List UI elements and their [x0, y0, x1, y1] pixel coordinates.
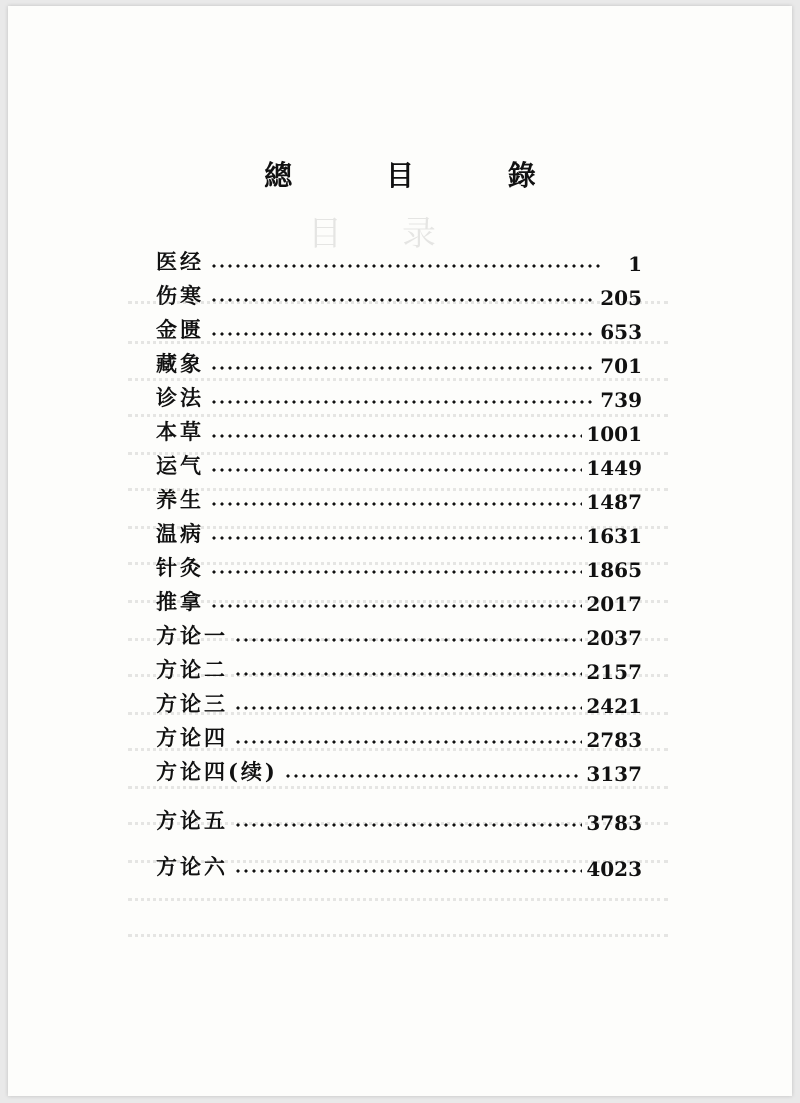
toc-entry-page: 1631	[586, 524, 642, 548]
dot-leader	[234, 671, 582, 677]
toc-entry-page: 2037	[586, 626, 642, 650]
dot-leader	[210, 297, 596, 303]
toc-entry-label: 养生	[156, 487, 204, 512]
dot-leader	[234, 868, 582, 874]
dot-leader	[210, 467, 582, 473]
toc-entry	[156, 480, 642, 514]
toc-entry-page: 2157	[586, 660, 642, 684]
toc-entry-label: 金匮	[156, 317, 204, 342]
page-title: 總 目 錄	[264, 159, 578, 192]
toc-entry	[156, 412, 642, 446]
toc-entry	[156, 616, 642, 650]
toc-entry-label: 针灸	[156, 555, 204, 580]
toc-entry	[156, 752, 642, 786]
toc-entry	[156, 446, 642, 480]
toc-entry	[156, 684, 642, 718]
toc-entry	[156, 582, 642, 616]
toc-entry	[156, 718, 642, 752]
toc-entry-page: 1	[628, 252, 642, 276]
toc-entry	[156, 276, 642, 310]
toc-entry-label: 方论二	[156, 657, 228, 682]
toc-entry	[156, 310, 642, 344]
dot-leader	[210, 501, 582, 507]
dot-leader	[234, 822, 582, 828]
toc-entry-label: 方论四	[156, 725, 228, 750]
toc-entry-page: 2421	[586, 694, 642, 718]
toc-entry	[156, 242, 642, 276]
toc-entry-page: 1449	[586, 456, 642, 480]
toc-entry-page: 2017	[586, 592, 642, 616]
dot-leader	[210, 535, 582, 541]
dot-leader	[234, 637, 582, 643]
toc-entry-page: 1001	[586, 422, 642, 446]
toc-entry	[156, 847, 642, 881]
dot-leader	[210, 365, 596, 371]
toc-entry-label: 方论六	[156, 854, 228, 879]
toc-entry-label: 方论五	[156, 808, 228, 833]
toc-entry-page: 3783	[586, 811, 642, 835]
toc-entry-page: 653	[600, 320, 642, 344]
book-page	[8, 6, 792, 1096]
toc-entry-label: 诊法	[156, 385, 204, 410]
toc-entry-label: 运气	[156, 453, 204, 478]
toc-entry-label: 方论三	[156, 691, 228, 716]
show-through-text: 目录	[98, 206, 698, 1026]
dot-leader	[234, 705, 582, 711]
toc-entry-page: 4023	[586, 857, 642, 881]
toc-entry	[156, 514, 642, 548]
toc-entry-page: 2783	[586, 728, 642, 752]
dot-leader	[210, 399, 596, 405]
dot-leader	[234, 739, 582, 745]
toc-entry-label: 藏象	[156, 351, 204, 376]
toc-entry-label: 医经	[156, 249, 204, 274]
dot-leader	[210, 603, 582, 609]
toc-entry-label: 方论一	[156, 623, 228, 648]
dot-leader	[210, 569, 582, 575]
toc-entry-label: 伤寒	[156, 283, 204, 308]
toc-entry	[156, 378, 642, 412]
toc-entry	[156, 344, 642, 378]
dot-leader	[210, 331, 596, 337]
toc-entry-page: 1865	[586, 558, 642, 582]
toc-entry-page: 1487	[586, 490, 642, 514]
toc-entry-page: 205	[600, 286, 642, 310]
toc-entry	[156, 650, 642, 684]
toc-entry-label: 方论四(续)	[156, 759, 278, 784]
dot-leader	[210, 433, 582, 439]
toc-entry-page: 701	[600, 354, 642, 378]
table-of-contents	[156, 242, 642, 881]
dot-leader	[210, 263, 604, 269]
toc-entry-page: 739	[600, 388, 642, 412]
toc-entry	[156, 801, 642, 835]
toc-entry-label: 推拿	[156, 589, 204, 614]
toc-entry-page: 3137	[586, 762, 642, 786]
toc-entry	[156, 548, 642, 582]
toc-entry-label: 本草	[156, 419, 204, 444]
dot-leader	[284, 773, 582, 779]
toc-entry-label: 温病	[156, 521, 204, 546]
